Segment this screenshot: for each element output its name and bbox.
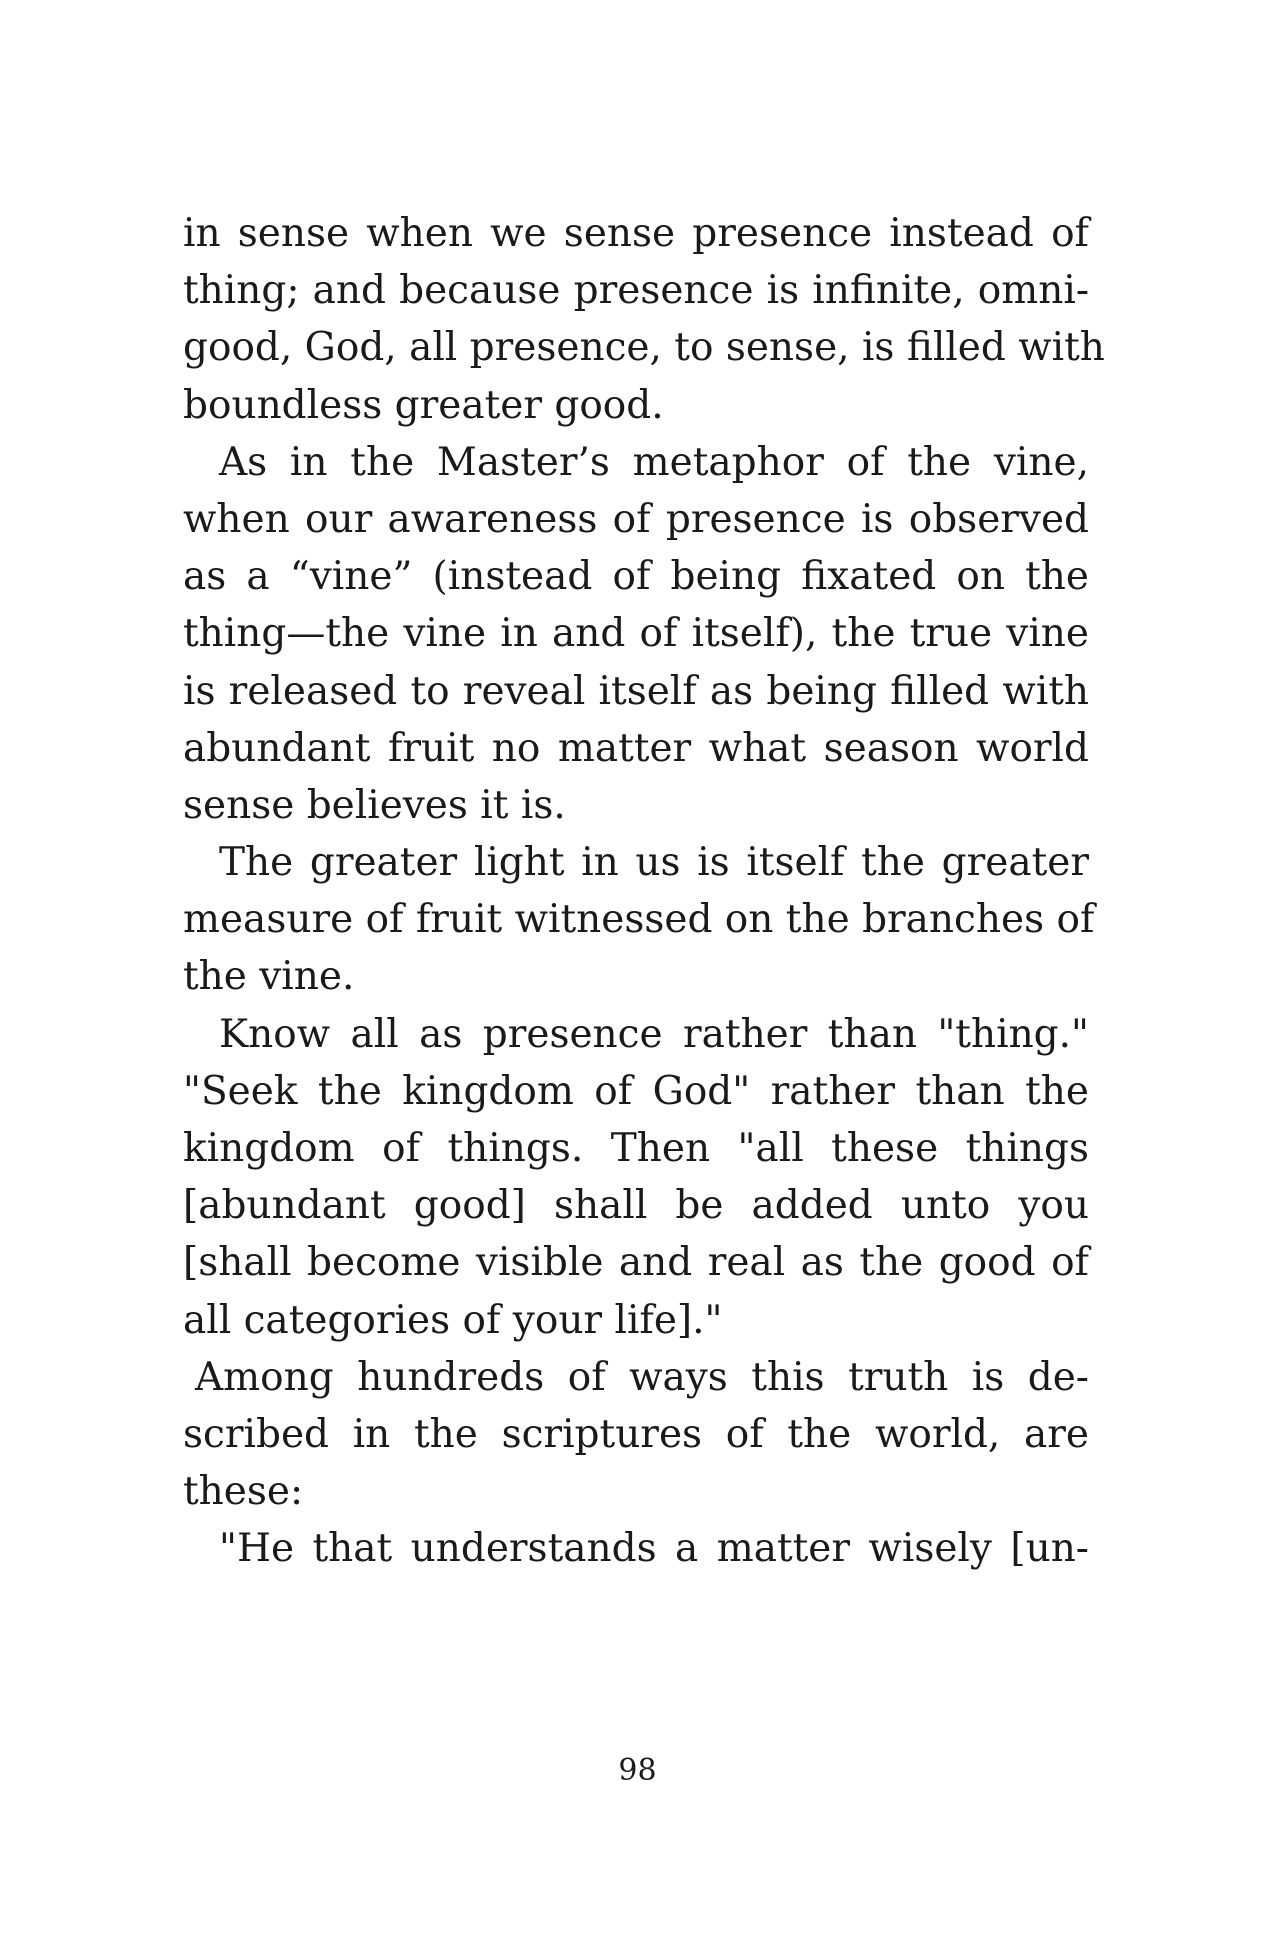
text-line: [shall become visible and real as the good of	[183, 1240, 1089, 1286]
text-line: The greater light in us is itself the greater	[219, 840, 1089, 886]
text-line: Know all as presence rather than "thing."	[219, 1011, 1089, 1057]
text-line: the vine.	[183, 954, 355, 1000]
text-line: "Seek the kingdom of God" rather than the	[183, 1068, 1089, 1114]
text-line: abundant fruit no matter what season world	[183, 725, 1089, 771]
text-line: these:	[183, 1469, 304, 1515]
text-line: good, God, all presence, to sense, is filled with	[183, 325, 1105, 371]
text-line: thing; and because presence is infinite, omni-	[183, 268, 1089, 314]
text-line: when our awareness of presence is observed	[183, 496, 1089, 542]
page-number: 98	[618, 1753, 657, 1788]
text-line: all categories of your life]."	[183, 1297, 723, 1343]
text-line: in sense when we sense presence instead of	[183, 211, 1089, 256]
text-line: thing—the vine in and of itself), the true vine	[183, 611, 1089, 657]
text-line: as a “vine” (instead of being fixated on the	[183, 554, 1089, 600]
text-line: measure of fruit witnessed on the branches of	[183, 897, 1095, 943]
text-line: kingdom of things. Then "all these things	[183, 1126, 1089, 1171]
text-line: As in the Master’s metaphor of the vine,	[219, 439, 1089, 485]
text-line: Among hundreds of ways this truth is de-	[195, 1354, 1089, 1400]
text-line: sense believes it is.	[183, 782, 566, 828]
text-line: boundless greater good.	[183, 382, 664, 428]
text-line: "He that understands a matter wisely [un-	[219, 1526, 1089, 1572]
text-line: [abundant good] shall be added unto you	[183, 1183, 1089, 1229]
text-line: scribed in the scriptures of the world, are	[183, 1411, 1089, 1457]
body-text	[183, 205, 1105, 1578]
text-line: is released to reveal itself as being filled with	[183, 668, 1089, 714]
